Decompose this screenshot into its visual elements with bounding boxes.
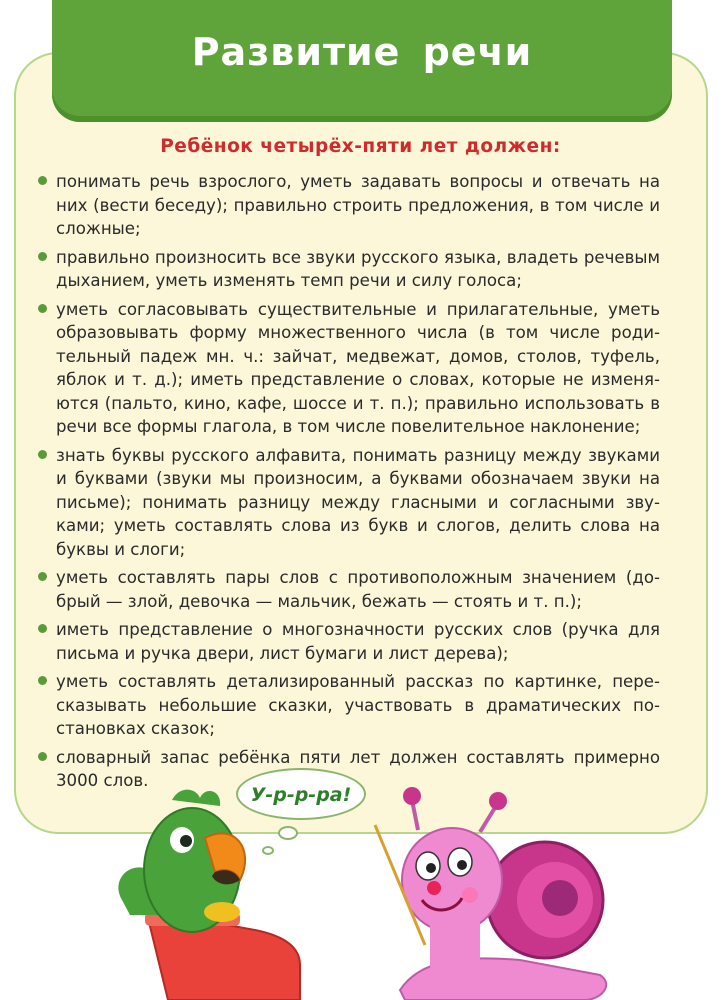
bullet-icon (38, 450, 47, 459)
page-title: Развитие речи (191, 30, 533, 74)
list-item-text: уметь составлять детализированный рассказ по картинке, пересказывать небольшие сказки, участвовать в драматических постановках сказок; (56, 672, 660, 738)
bullet-icon (38, 624, 47, 633)
illustration (0, 770, 721, 1000)
snail-icon (375, 787, 606, 1000)
list-item (38, 444, 660, 562)
parrot-icon (118, 790, 300, 1000)
bullet-icon (38, 572, 47, 581)
list-item-text: словарный запас ребёнка пяти лет должен составлять примерно 3000 слов. (56, 747, 660, 790)
requirements-list (38, 170, 660, 798)
list-item-text: уметь согласовывать существительные и прилагательные, уметь образовывать форму множественного числа (в том числе родительный падеж мн. ч.: зайчат, медвежат, домов, столов, туфель, яблок и т. д.); иметь представление о словах, которые не изменяются (пальто, кино, кафе, шоссе и т. п.); правильно использовать в речи все формы глагола, в том числе повелительное наклонение; (56, 299, 660, 436)
list-item (38, 670, 660, 741)
list-item (38, 170, 660, 241)
bullet-icon (38, 676, 47, 685)
section-subtitle: Ребёнок четырёх-пяти лет должен: (160, 136, 561, 157)
list-item-text: понимать речь взрослого, уметь задавать вопросы и отвечать на них (вести беседу); правильно строить предложения, в том числе и сложные; (56, 172, 660, 238)
bullet-icon (38, 252, 47, 261)
list-item (38, 246, 660, 293)
list-item (38, 618, 660, 665)
speech-bubble: У-р-р-ра! (236, 768, 366, 820)
list-item (38, 298, 660, 439)
list-item-text: уметь составлять пары слов с противоположным значением (добрый — злой, девочка — мальчик, бежать — стоять и т. п.); (56, 568, 660, 611)
list-item-text: иметь представление о многозначности русских слов (ручка для письма и ручка двери, лист бумаги и лист дерева); (56, 620, 660, 663)
title-banner (52, 0, 672, 122)
list-item-text: знать буквы русского алфавита, понимать разницу между звуками и буквами (звуки мы произносим, а буквами обозначаем звуки на письме); понимать разницу между гласными и согласными звуками; уметь составлять слова из букв и слогов, делить слова на буквы и слоги; (56, 445, 660, 559)
bullet-icon (38, 176, 47, 185)
list-item (38, 566, 660, 613)
list-item-text: правильно произносить все звуки русского языка, владеть речевым дыханием, уметь изменять темп речи и силу голоса; (56, 247, 660, 290)
bullet-icon (38, 752, 47, 761)
bullet-icon (38, 304, 47, 313)
